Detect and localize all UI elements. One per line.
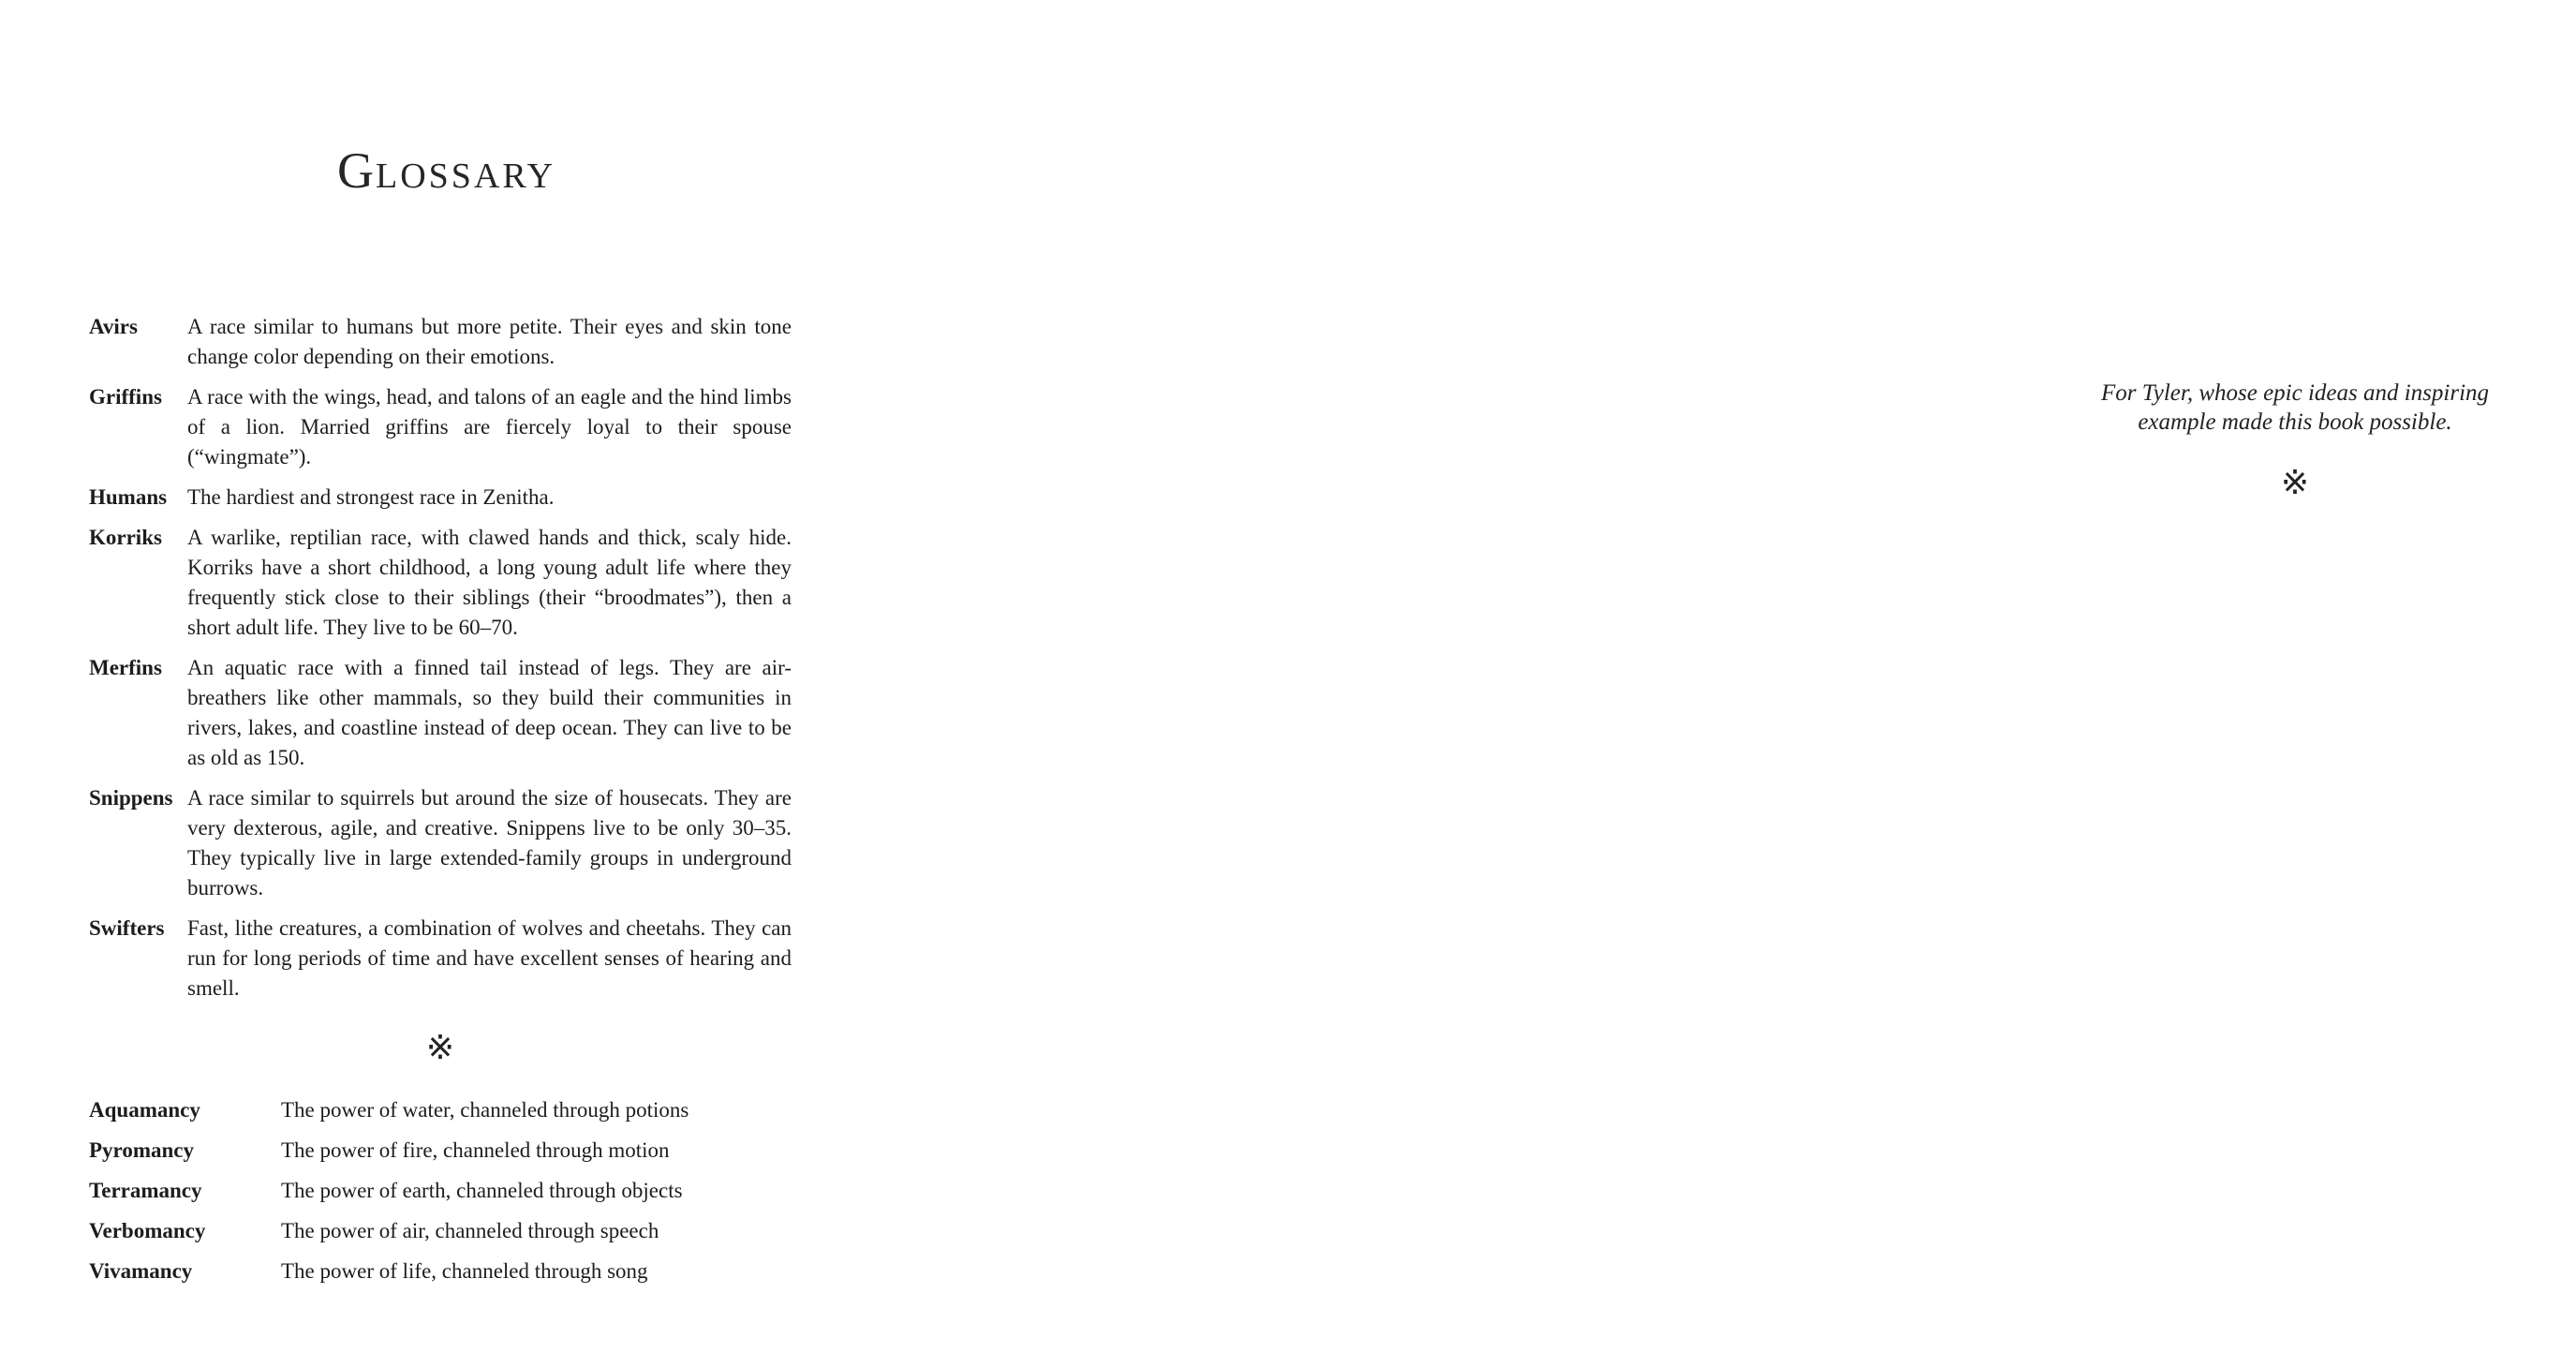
glossary-term: Verbomancy bbox=[89, 1219, 206, 1242]
glossary-definition: A race similar to humans but more petite. Their eyes and skin tone change color depending on their emotions. bbox=[187, 315, 792, 368]
glossary-term: Humans bbox=[89, 485, 168, 509]
glossary-term: Swifters bbox=[89, 916, 165, 940]
glossary-entry bbox=[89, 653, 792, 773]
dedication-line: example made this book possible. bbox=[2138, 409, 2452, 435]
races-list bbox=[89, 312, 792, 1004]
glossary-definition: The power of water, channeled through potions bbox=[281, 1098, 689, 1122]
glossary-term: Terramancy bbox=[89, 1179, 202, 1202]
glossary-entry bbox=[89, 914, 792, 1004]
magic-list bbox=[89, 1095, 820, 1286]
glossary-term: Korriks bbox=[89, 526, 162, 549]
glossary-entry bbox=[89, 312, 792, 372]
dedication-line: For Tyler, whose epic ideas and inspiring bbox=[2100, 380, 2490, 406]
title-initial: G bbox=[337, 142, 376, 199]
glossary-definition: The power of air, channeled through speech bbox=[281, 1219, 659, 1242]
glossary-page bbox=[0, 0, 911, 1368]
glossary-definition: Fast, lithe creatures, a combination of wolves and cheetahs. They can run for long periods of time and have excellent senses of hearing and smell. bbox=[187, 916, 792, 1000]
glossary-entry bbox=[89, 783, 792, 903]
glossary-term: Vivamancy bbox=[89, 1259, 193, 1283]
glossary-definition: The power of fire, channeled through motion bbox=[281, 1138, 670, 1162]
glossary-definition: A warlike, reptilian race, with clawed hands and thick, scaly hide. Korriks have a short childhood, a long young adult life where they frequently stick close to their siblings (their “broodmates”), then a short adult life. They live to be 60–70. bbox=[187, 526, 792, 639]
glossary-term: Avirs bbox=[89, 315, 138, 338]
glossary-term: Pyromancy bbox=[89, 1138, 195, 1162]
glossary-entry bbox=[89, 1216, 820, 1246]
reference-mark-icon: ※ bbox=[2280, 464, 2310, 501]
page-title bbox=[337, 142, 556, 199]
glossary-entry bbox=[89, 1256, 820, 1286]
dedication-page bbox=[911, 0, 2490, 1368]
glossary-term: Griffins bbox=[89, 385, 162, 409]
glossary-definition: A race with the wings, head, and talons of an eagle and the hind limbs of a lion. Married griffins are fiercely loyal to their spouse (“wingmate”). bbox=[187, 385, 792, 468]
dedication-text bbox=[2014, 379, 2576, 437]
title-rest: LOSSARY bbox=[376, 156, 556, 196]
glossary-term: Aquamancy bbox=[89, 1098, 200, 1122]
glossary-entry bbox=[89, 1176, 820, 1206]
glossary-entry bbox=[89, 523, 792, 643]
glossary-entry bbox=[89, 382, 792, 472]
glossary-definition: A race similar to squirrels but around the size of housecats. They are very dexterous, agile, and creative. Snippens live to be only 30–35. They typically live in large extended-family groups in underground burrows. bbox=[187, 786, 792, 900]
glossary-entry bbox=[89, 1095, 820, 1125]
glossary-entry bbox=[89, 483, 792, 513]
glossary-definition: The power of life, channeled through song bbox=[281, 1259, 648, 1283]
glossary-term: Snippens bbox=[89, 786, 173, 810]
glossary-term: Merfins bbox=[89, 656, 162, 679]
glossary-definition: The power of earth, channeled through objects bbox=[281, 1179, 683, 1202]
glossary-definition: An aquatic race with a finned tail instead of legs. They are air-breathers like other mammals, so they build their communities in rivers, lakes, and coastline instead of deep ocean. They can live to be as old as 150. bbox=[187, 656, 792, 769]
glossary-definition: The hardiest and strongest race in Zenitha. bbox=[187, 485, 555, 509]
glossary-entry bbox=[89, 1136, 820, 1166]
reference-mark-icon: ※ bbox=[425, 1029, 455, 1066]
